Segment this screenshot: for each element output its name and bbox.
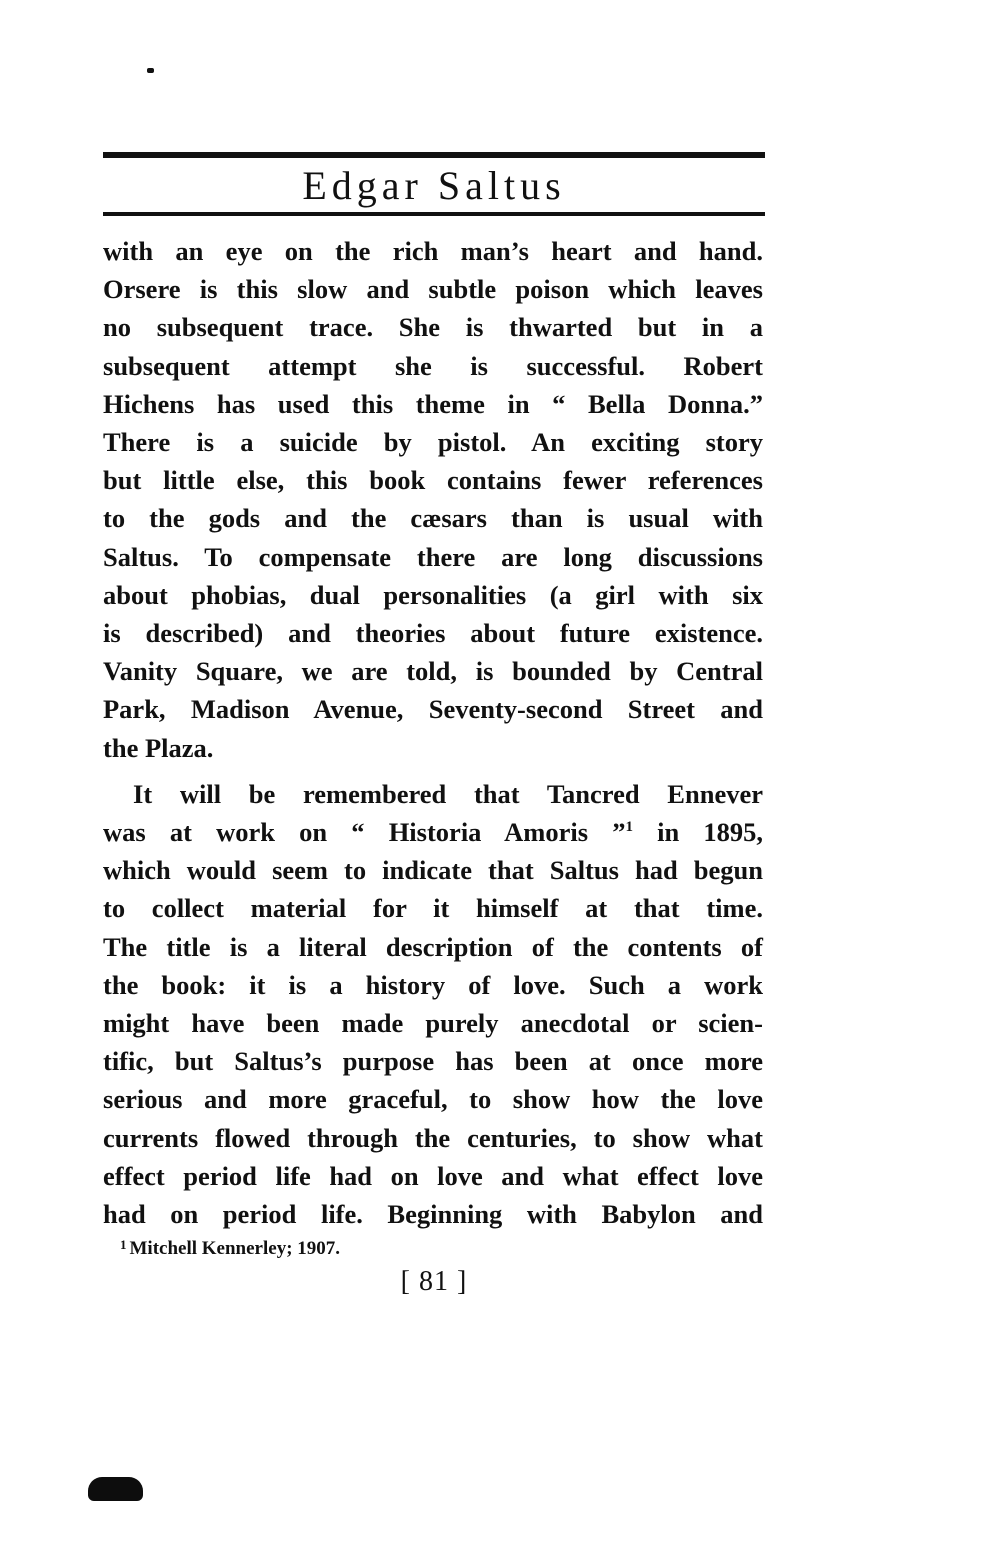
header-rule-top — [103, 152, 765, 158]
text-line: tific, but Saltus’s purpose has been at once more — [103, 1046, 763, 1077]
text-line: currents flowed through the centuries, to show what — [103, 1122, 763, 1153]
text-line: but little else, this book contains fewer references — [103, 465, 763, 496]
footnote-reference: 1 — [625, 819, 633, 836]
text-segment: was at work on “ Historia Amoris ” — [103, 817, 626, 848]
text-line: to the gods and the cæsars than is usual with — [103, 503, 763, 534]
text-line: Hichens has used this theme in “ Bella Donna.” — [103, 388, 763, 419]
ink-blot — [88, 1477, 143, 1501]
text-line: Orsere is this slow and subtle poison which leaves — [103, 274, 763, 305]
text-line: about phobias, dual personalities (a girl with six — [103, 579, 763, 610]
text-line: the Plaza. — [103, 732, 214, 763]
text-line: no subsequent trace. She is thwarted but in a — [103, 312, 763, 343]
text-line: effect period life had on love and what effect love — [103, 1160, 763, 1191]
text-line: is described) and theories about future existence. — [103, 618, 763, 649]
footnote-mark: 1 — [120, 1237, 127, 1252]
text-line: It will be remembered that Tancred Ennever — [133, 778, 763, 809]
footnote — [120, 1232, 340, 1262]
text-line: Saltus. To compensate there are long discussions — [103, 541, 763, 572]
text-line: Park, Madison Avenue, Seventy-second Street and — [103, 694, 763, 725]
text-line: serious and more graceful, to show how the love — [103, 1084, 763, 1115]
text-line: the book: it is a history of love. Such a work — [103, 969, 763, 1000]
text-line: with an eye on the rich man’s heart and hand. — [103, 236, 763, 266]
text-line-with-footnote-ref — [103, 813, 763, 851]
text-segment: in 1895, — [632, 817, 763, 848]
body-text — [103, 232, 763, 1233]
text-line: to collect material for it himself at that time. — [103, 893, 763, 924]
text-line: The title is a literal description of the contents of — [103, 931, 763, 962]
text-line: Vanity Square, we are told, is bounded by Central — [103, 656, 763, 687]
ink-speck — [147, 68, 154, 73]
header-rule-bottom — [103, 212, 765, 216]
text-line: which would seem to indicate that Saltus had begun — [103, 855, 763, 886]
text-line: might have been made purely anecdotal or scien- — [103, 1008, 763, 1039]
page-number: [ 81 ] — [400, 1266, 468, 1297]
text-line: had on period life. Beginning with Babylon and — [103, 1199, 763, 1230]
text-line: There is a suicide by pistol. An exciting story — [103, 427, 763, 458]
text-line: subsequent attempt she is successful. Robert — [103, 350, 763, 381]
running-head: Edgar Saltus — [302, 163, 566, 208]
footnote-text: Mitchell Kennerley; 1907. — [129, 1238, 341, 1259]
